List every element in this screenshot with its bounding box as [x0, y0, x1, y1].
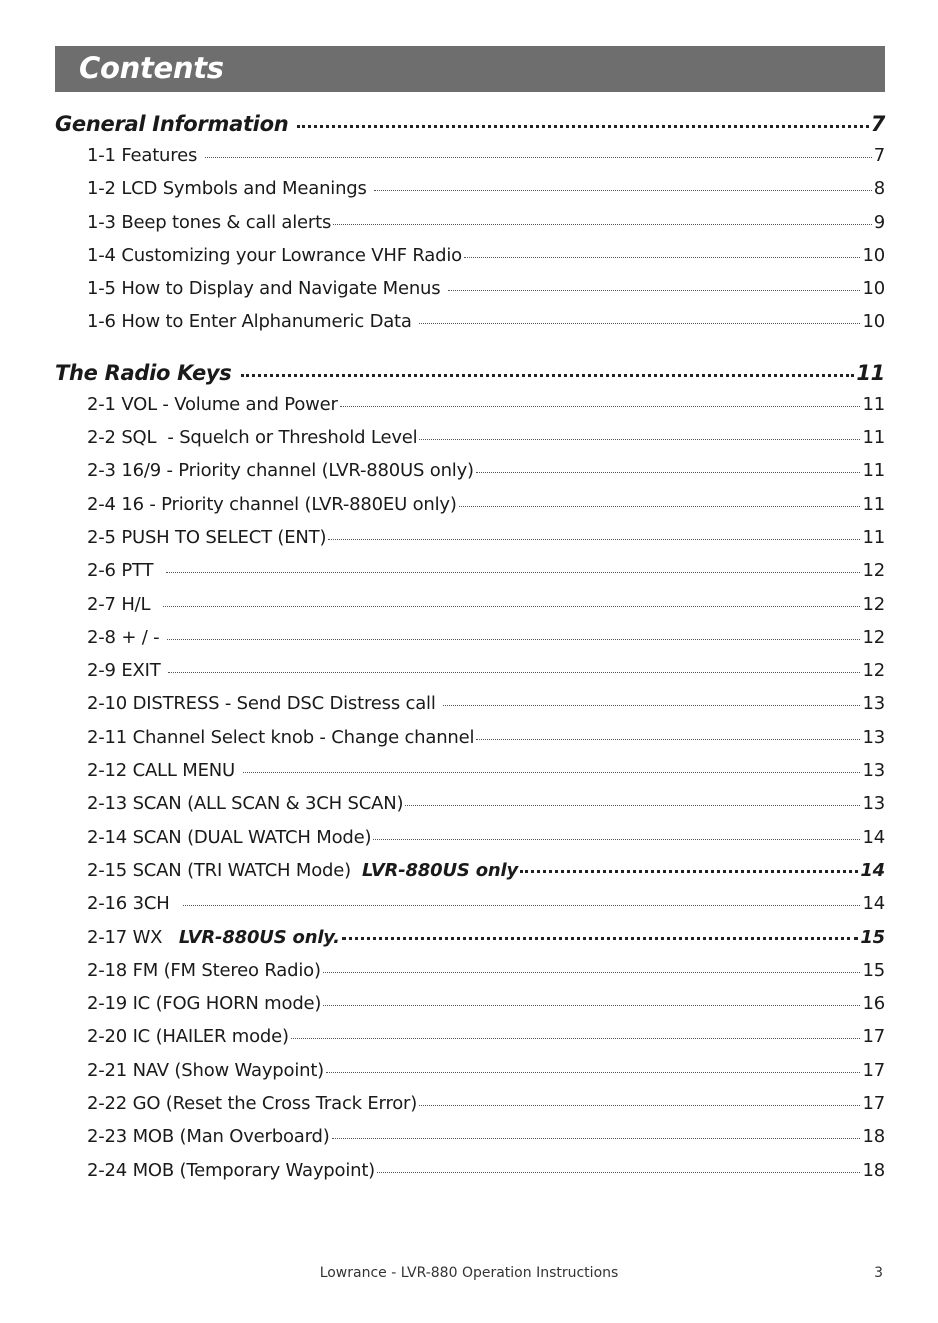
entry-label-text: 2-19 IC (FOG HORN mode)	[87, 993, 322, 1015]
toc-entry[interactable]	[55, 460, 885, 493]
dot-leader	[241, 374, 855, 377]
footer-document-title: Lowrance - LVR-880 Operation Instructions	[319, 1265, 619, 1281]
page-title: Contents	[79, 51, 224, 85]
entry-page-number: 17	[862, 1059, 885, 1081]
entry-page-number: 14	[862, 893, 885, 915]
entry-label-text: 1-4 Customizing your Lowrance VHF Radio	[87, 244, 462, 266]
toc-entry[interactable]	[55, 1160, 885, 1193]
entry-page-number: 13	[862, 760, 885, 782]
entry-label-text: 2-3 16/9 - Priority channel (LVR-880US only)	[87, 460, 474, 482]
entry-label	[87, 494, 457, 515]
toc-entry[interactable]	[55, 693, 885, 726]
entry-label	[87, 1026, 289, 1047]
entry-label-text: 2-4 16 - Priority channel (LVR-880EU only)	[87, 493, 457, 515]
entry-label-text: 2-20 IC (HAILER mode)	[87, 1026, 289, 1048]
dot-leader	[163, 606, 860, 607]
entry-label-text: 1-1 Features	[87, 145, 203, 166]
table-of-contents	[55, 112, 885, 1193]
entry-page-number: 18	[862, 1126, 885, 1148]
dot-leader	[419, 439, 860, 440]
entry-page-number: 11	[862, 460, 885, 482]
dot-leader	[405, 805, 860, 806]
entry-page-number: 9	[873, 211, 885, 233]
entry-label	[87, 827, 371, 848]
entry-label	[87, 311, 417, 332]
dot-leader	[373, 839, 860, 840]
entry-page-number: 13	[862, 726, 885, 748]
toc-entry[interactable]	[55, 278, 885, 311]
entry-label-text: 2-8 + / -	[87, 626, 165, 648]
toc-entry[interactable]	[55, 793, 885, 826]
entry-label	[87, 993, 321, 1014]
dot-leader	[205, 157, 872, 158]
section-spacer	[55, 345, 885, 361]
entry-page-number: 12	[862, 593, 885, 615]
dot-leader	[459, 506, 861, 507]
entry-page-number: 13	[862, 693, 885, 715]
toc-entry[interactable]	[55, 1093, 885, 1126]
toc-entry[interactable]	[55, 527, 885, 560]
footer-page-number: 3	[874, 1265, 883, 1281]
toc-entry[interactable]	[55, 560, 885, 593]
entry-label-text: 2-15 SCAN (TRI WATCH Mode)	[87, 859, 363, 881]
entry-page-number: 14	[860, 859, 885, 881]
dot-leader	[332, 1138, 861, 1139]
entry-label-text: 2-23 MOB (Man Overboard)	[87, 1126, 330, 1148]
entry-page-number: 18	[862, 1159, 885, 1181]
entry-page-number: 11	[862, 526, 885, 548]
entry-label-text: 1-3 Beep tones & call alerts	[87, 211, 332, 233]
dot-leader	[342, 937, 859, 940]
dot-leader	[168, 672, 860, 673]
toc-entry[interactable]	[55, 660, 885, 693]
entry-page-number: 13	[862, 793, 885, 815]
entry-label-text: 2-13 SCAN (ALL SCAN & 3CH SCAN)	[87, 793, 404, 815]
entry-label	[87, 427, 417, 448]
dot-leader	[419, 323, 860, 324]
dot-leader	[326, 1072, 860, 1073]
toc-entry[interactable]	[55, 1026, 885, 1059]
entry-page-number: 8	[873, 178, 885, 200]
dot-leader	[476, 472, 861, 473]
dot-leader	[464, 257, 861, 258]
dot-leader	[443, 705, 860, 706]
toc-section-heading[interactable]	[55, 361, 885, 394]
toc-entry[interactable]	[55, 960, 885, 993]
dot-leader	[333, 224, 872, 225]
entry-label	[87, 460, 474, 481]
entry-label	[87, 1160, 375, 1181]
entry-page-number: 12	[862, 626, 885, 648]
entry-label-text: 2-5 PUSH TO SELECT (ENT)	[87, 526, 327, 548]
entry-label	[87, 793, 403, 814]
entry-label	[87, 727, 474, 748]
entry-label-text: 1-6 How to Enter Alphanumeric Data	[87, 311, 418, 333]
dot-leader	[340, 406, 861, 407]
toc-entry[interactable]	[55, 860, 885, 893]
toc-entry[interactable]	[55, 893, 885, 926]
dot-leader	[297, 125, 868, 128]
toc-entry[interactable]	[55, 760, 885, 793]
toc-entry[interactable]	[55, 627, 885, 660]
section-heading-label: The Radio Keys	[55, 360, 239, 385]
dot-leader	[291, 1038, 861, 1039]
entry-label	[87, 527, 326, 548]
entry-label-text: 2-9 EXIT	[87, 660, 167, 682]
entry-label	[87, 394, 338, 415]
entry-label-text: 2-11 Channel Select knob - Change channel	[87, 726, 475, 748]
entry-page-number: 12	[862, 660, 885, 682]
entry-label	[87, 212, 331, 233]
section-page-number: 7	[870, 112, 885, 136]
entry-label	[87, 145, 203, 166]
entry-page-number: 16	[862, 993, 885, 1015]
entry-label-text: 2-7 H/L	[87, 593, 162, 615]
entry-label	[87, 893, 181, 914]
dot-leader	[183, 905, 861, 906]
entry-page-number: 7	[873, 145, 885, 166]
toc-entry[interactable]	[55, 145, 885, 178]
entry-label	[87, 760, 241, 781]
toc-entry[interactable]	[55, 993, 885, 1026]
entry-label-text: 2-2 SQL - Squelch or Threshold Level	[87, 427, 418, 449]
contents-header-band	[55, 46, 885, 92]
toc-entry[interactable]	[55, 427, 885, 460]
section-heading-label: General Information	[55, 112, 296, 136]
dot-leader	[448, 290, 861, 291]
dot-leader	[243, 772, 861, 773]
entry-label	[87, 860, 518, 881]
dot-leader	[377, 1172, 860, 1173]
entry-label	[87, 627, 165, 648]
entry-page-number: 17	[862, 1093, 885, 1115]
entry-model-note: LVR-880US only.	[178, 926, 340, 948]
entry-label	[87, 178, 372, 199]
entry-page-number: 17	[862, 1026, 885, 1048]
entry-label	[87, 560, 164, 581]
entry-label-text: 2-24 MOB (Temporary Waypoint)	[87, 1159, 376, 1181]
entry-label	[87, 1060, 324, 1081]
entry-page-number: 11	[862, 393, 885, 415]
entry-page-number: 10	[862, 311, 885, 333]
entry-page-number: 12	[862, 560, 885, 582]
entry-label	[87, 1126, 330, 1147]
entry-label-text: 1-2 LCD Symbols and Meanings	[87, 178, 373, 200]
entry-label	[87, 1093, 417, 1114]
dot-leader	[419, 1105, 860, 1106]
entry-label-text: 2-17 WX	[87, 926, 179, 948]
entry-page-number: 10	[862, 278, 885, 300]
entry-label	[87, 960, 321, 981]
entry-label-text: 2-22 GO (Reset the Cross Track Error)	[87, 1093, 418, 1115]
dot-leader	[323, 972, 861, 973]
entry-label-text: 1-5 How to Display and Navigate Menus	[87, 278, 446, 300]
entry-page-number: 15	[862, 959, 885, 981]
toc-entry[interactable]	[55, 212, 885, 245]
toc-entry[interactable]	[55, 245, 885, 278]
dot-leader	[328, 539, 860, 540]
entry-label-text: 2-10 DISTRESS - Send DSC Distress call	[87, 693, 442, 715]
toc-entry[interactable]	[55, 727, 885, 760]
dot-leader	[166, 572, 860, 573]
toc-entry[interactable]	[55, 927, 885, 960]
toc-entry[interactable]	[55, 178, 885, 211]
entry-label-text: 2-18 FM (FM Stereo Radio)	[87, 959, 321, 981]
entry-model-note: LVR-880US only	[362, 859, 518, 881]
toc-entry[interactable]	[55, 1060, 885, 1093]
entry-page-number: 14	[862, 826, 885, 848]
toc-entry[interactable]	[55, 594, 885, 627]
dot-leader	[374, 190, 872, 191]
toc-section-heading[interactable]	[55, 112, 885, 145]
dot-leader	[167, 639, 861, 640]
toc-entry[interactable]	[55, 394, 885, 427]
toc-entry[interactable]	[55, 1126, 885, 1159]
toc-entry[interactable]	[55, 494, 885, 527]
entry-label-text: 2-21 NAV (Show Waypoint)	[87, 1059, 325, 1081]
entry-page-number: 11	[862, 427, 885, 449]
entry-label	[87, 660, 166, 681]
section-page-number: 11	[856, 360, 885, 385]
dot-leader	[476, 739, 860, 740]
entry-page-number: 10	[862, 244, 885, 266]
entry-page-number: 11	[862, 493, 885, 515]
entry-label	[87, 278, 446, 299]
entry-label-text: 2-16 3CH	[87, 893, 181, 915]
entry-label-text: 2-1 VOL - Volume and Power	[87, 393, 338, 415]
entry-label	[87, 927, 340, 948]
toc-entry[interactable]	[55, 827, 885, 860]
entry-page-number: 15	[860, 926, 885, 948]
entry-label-text: 2-14 SCAN (DUAL WATCH Mode)	[87, 826, 372, 848]
dot-leader	[323, 1005, 860, 1006]
toc-entry[interactable]	[55, 311, 885, 344]
entry-label-text: 2-12 CALL MENU	[87, 760, 241, 782]
entry-label	[87, 693, 441, 714]
entry-label-text: 2-6 PTT	[87, 560, 165, 582]
entry-label	[87, 245, 462, 266]
entry-label	[87, 594, 161, 615]
dot-leader	[520, 870, 858, 873]
